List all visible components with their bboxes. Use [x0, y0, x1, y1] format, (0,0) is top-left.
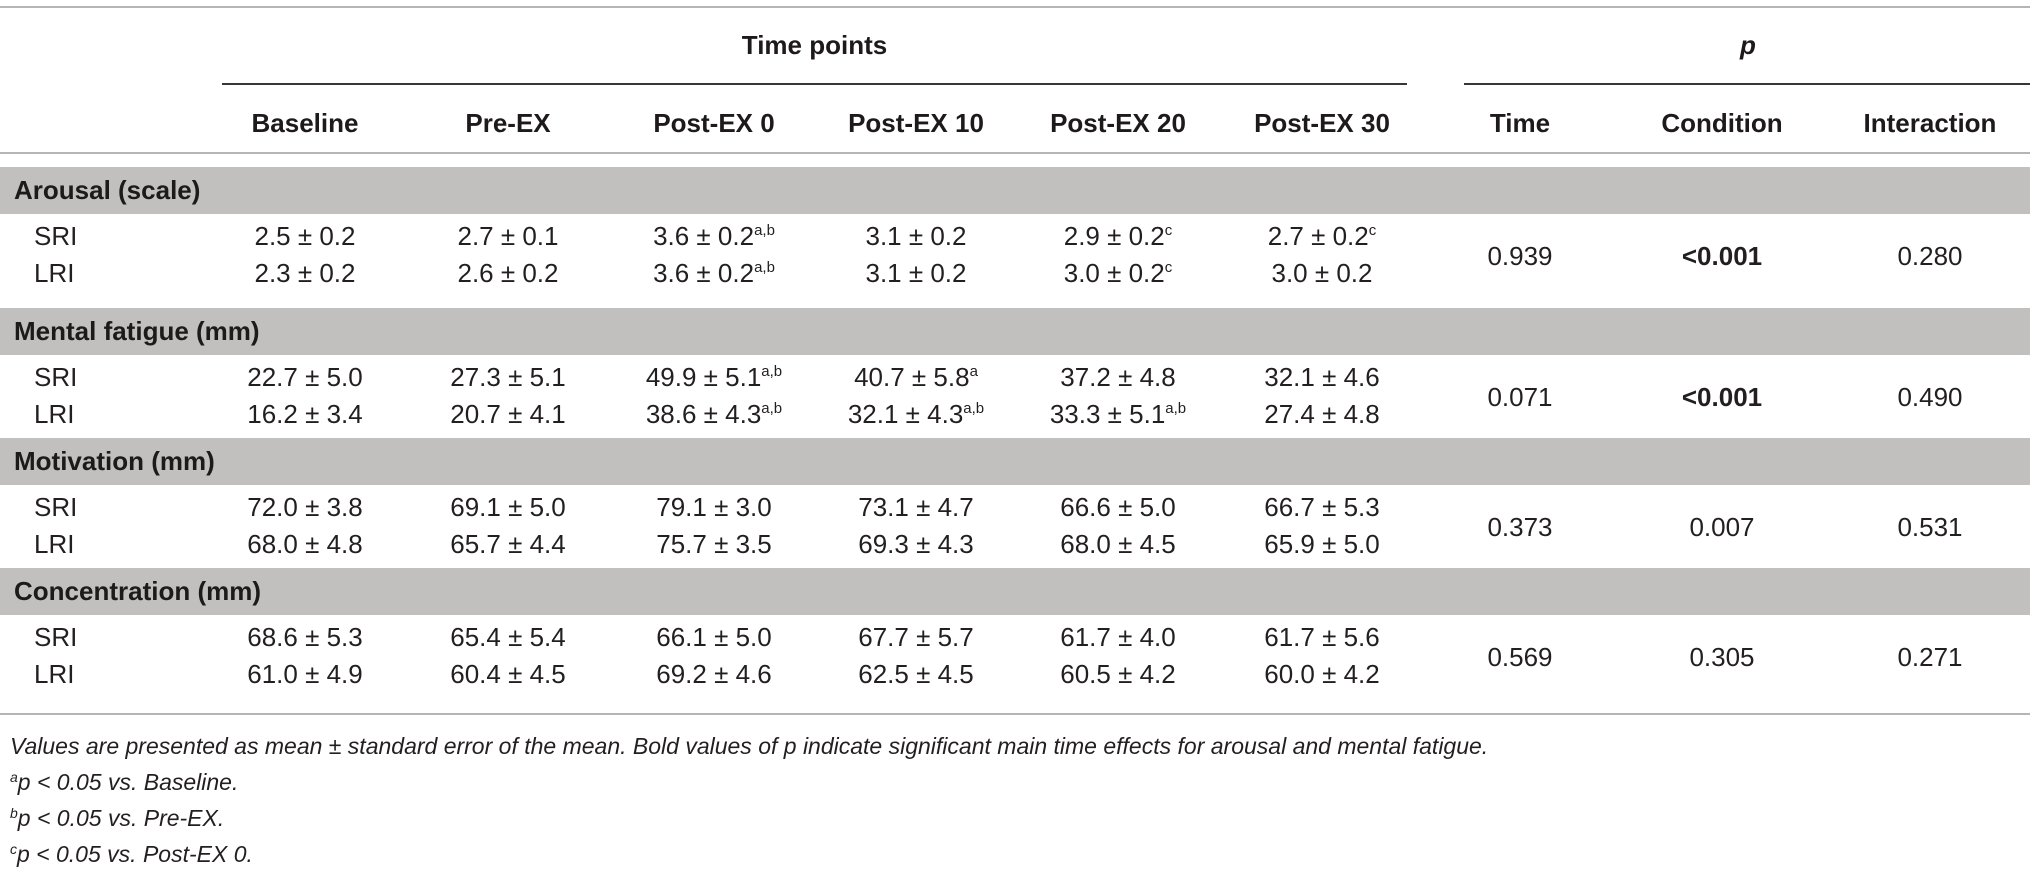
table-cell — [816, 399, 1016, 430]
footnote-c — [10, 841, 253, 868]
header-rule — [0, 152, 2030, 154]
cell-value: 61.7 ± 5.6 — [1264, 622, 1380, 652]
cell-value: 79.1 ± 3.0 — [656, 492, 772, 522]
section-title: Mental fatigue (mm) — [14, 316, 260, 346]
cell-value: 69.3 ± 4.3 — [858, 529, 974, 559]
cell-value: 72.0 ± 3.8 — [247, 492, 363, 522]
table-cell — [1222, 659, 1422, 690]
table-cell — [1018, 362, 1218, 393]
table-cell — [408, 529, 608, 560]
column-header-2: Post-EX 0 — [653, 108, 775, 138]
cell-value: 3.6 ± 0.2 — [653, 221, 755, 251]
row-label: SRI — [34, 492, 78, 522]
table-cell — [408, 221, 608, 252]
cell-value: 33.3 ± 5.1 — [1049, 399, 1166, 429]
table-cell — [1222, 529, 1422, 560]
footnote-a — [10, 769, 238, 796]
table-cell — [408, 399, 608, 430]
table-cell — [1018, 221, 1218, 252]
p-underline — [1464, 83, 2030, 85]
p-value-time: 0.373 — [1487, 512, 1553, 542]
cell-value: 2.9 ± 0.2 — [1063, 221, 1165, 251]
section-title: Concentration (mm) — [14, 576, 261, 606]
p-value-interaction: 0.531 — [1897, 512, 1963, 542]
cell-superscript: a,b — [754, 259, 775, 276]
table-cell — [1018, 622, 1218, 653]
time-points-underline — [222, 83, 1407, 85]
table-cell — [816, 258, 1016, 289]
cell-value: 2.7 ± 0.2 — [1267, 221, 1369, 251]
cell-value: 16.2 ± 3.4 — [247, 399, 363, 429]
cell-value: 3.6 ± 0.2 — [653, 258, 755, 288]
table-cell — [1018, 258, 1218, 289]
section-band — [0, 308, 2030, 355]
table-cell — [408, 362, 608, 393]
cell-superscript: a,b — [1165, 400, 1187, 417]
row-label: LRI — [34, 529, 75, 559]
footnote-c-text: p < 0.05 vs. Post-EX 0. — [17, 841, 253, 867]
cell-superscript: a,b — [963, 400, 985, 417]
table-cell — [408, 258, 608, 289]
table-cell — [1222, 399, 1422, 430]
p-value-condition: <0.001 — [1681, 382, 1763, 412]
table-cell — [205, 529, 405, 560]
cell-value: 66.7 ± 5.3 — [1264, 492, 1380, 522]
cell-superscript: c — [1368, 222, 1377, 239]
cell-value: 61.0 ± 4.9 — [247, 659, 363, 689]
cell-superscript: c — [1164, 222, 1173, 239]
cell-value: 27.4 ± 4.8 — [1264, 399, 1380, 429]
table-cell — [205, 399, 405, 430]
cell-value: 60.4 ± 4.5 — [450, 659, 566, 689]
row-label: SRI — [34, 221, 78, 251]
table-cell — [1018, 399, 1218, 430]
cell-value: 67.7 ± 5.7 — [858, 622, 974, 652]
cell-value: 32.1 ± 4.3 — [847, 399, 964, 429]
cell-superscript: a,b — [761, 400, 783, 417]
table-cell — [1018, 529, 1218, 560]
cell-value: 3.1 ± 0.2 — [865, 221, 967, 251]
table-cell — [1222, 622, 1422, 653]
table-cell — [1222, 258, 1422, 289]
p-value-condition: 0.305 — [1689, 642, 1755, 672]
table-cell — [205, 258, 405, 289]
table-cell — [816, 362, 1016, 393]
bottom-rule — [0, 713, 2030, 715]
cell-value: 38.6 ± 4.3 — [645, 399, 762, 429]
table-cell — [816, 622, 1016, 653]
table-cell — [408, 622, 608, 653]
cell-value: 3.0 ± 0.2 — [1063, 258, 1165, 288]
cell-value: 68.0 ± 4.5 — [1060, 529, 1176, 559]
cell-value: 60.0 ± 4.2 — [1264, 659, 1380, 689]
p-value-condition: 0.007 — [1689, 512, 1755, 542]
p-column-header-1: Condition — [1661, 108, 1783, 138]
section-band — [0, 438, 2030, 485]
footnote-c-mark: c — [10, 841, 17, 857]
table-cell — [614, 529, 814, 560]
row-label: SRI — [34, 362, 78, 392]
table-cell — [614, 221, 814, 252]
table-cell — [614, 362, 814, 393]
p-column-header-2: Interaction — [1863, 108, 1997, 138]
cell-value: 2.5 ± 0.2 — [254, 221, 356, 251]
row-label: LRI — [34, 258, 75, 288]
column-header-4: Post-EX 20 — [1050, 108, 1186, 138]
top-rule — [0, 6, 2030, 8]
table-cell — [614, 399, 814, 430]
cell-value: 20.7 ± 4.1 — [450, 399, 566, 429]
p-value-time: 0.939 — [1487, 241, 1553, 271]
cell-value: 62.5 ± 4.5 — [858, 659, 974, 689]
table-cell — [1222, 362, 1422, 393]
table-cell — [205, 221, 405, 252]
cell-superscript: a — [969, 363, 978, 380]
cell-value: 2.6 ± 0.2 — [457, 258, 559, 288]
table-cell — [816, 221, 1016, 252]
cell-superscript: a,b — [754, 222, 775, 239]
table-cell — [614, 258, 814, 289]
cell-value: 40.7 ± 5.8 — [854, 362, 970, 392]
p-value-interaction: 0.280 — [1897, 241, 1963, 271]
cell-value: 69.2 ± 4.6 — [656, 659, 772, 689]
row-label: LRI — [34, 399, 75, 429]
row-label: SRI — [34, 622, 78, 652]
footnote-a-mark: a — [10, 769, 18, 785]
cell-value: 66.1 ± 5.0 — [656, 622, 772, 652]
footnote-main: Values are presented as mean ± standard error of the mean. Bold values of p indicate significant main time effects for arousal and mental fatigue. — [10, 733, 1489, 759]
table-cell — [205, 362, 405, 393]
cell-value: 22.7 ± 5.0 — [247, 362, 363, 392]
cell-value: 73.1 ± 4.7 — [858, 492, 974, 522]
table-cell — [614, 492, 814, 523]
footnote-b-text: p < 0.05 vs. Pre-EX. — [17, 805, 225, 831]
cell-value: 32.1 ± 4.6 — [1264, 362, 1380, 392]
cell-value: 68.0 ± 4.8 — [247, 529, 363, 559]
cell-superscript: c — [1164, 259, 1173, 276]
table-cell — [1018, 492, 1218, 523]
p-value-interaction: 0.271 — [1897, 642, 1963, 672]
cell-superscript: a,b — [761, 363, 783, 380]
table-cell — [1018, 659, 1218, 690]
table-cell — [614, 659, 814, 690]
column-header-5: Post-EX 30 — [1254, 108, 1390, 138]
cell-value: 60.5 ± 4.2 — [1060, 659, 1176, 689]
cell-value: 27.3 ± 5.1 — [450, 362, 566, 392]
cell-value: 68.6 ± 5.3 — [247, 622, 363, 652]
cell-value: 37.2 ± 4.8 — [1060, 362, 1176, 392]
table-cell — [205, 622, 405, 653]
cell-value: 65.4 ± 5.4 — [450, 622, 566, 652]
section-title: Motivation (mm) — [14, 446, 215, 476]
table-cell — [205, 492, 405, 523]
footnote-b-mark: b — [10, 805, 18, 821]
table-cell — [816, 659, 1016, 690]
cell-value: 61.7 ± 4.0 — [1060, 622, 1176, 652]
group-header-time-points: Time points — [741, 30, 888, 60]
cell-value: 49.9 ± 5.1 — [645, 362, 762, 392]
table-cell — [1222, 492, 1422, 523]
p-value-time: 0.569 — [1487, 642, 1553, 672]
table-cell — [205, 659, 405, 690]
cell-value: 75.7 ± 3.5 — [656, 529, 772, 559]
cell-value: 69.1 ± 5.0 — [450, 492, 566, 522]
table-cell — [408, 659, 608, 690]
footnote-b — [10, 805, 224, 832]
cell-value: 65.7 ± 4.4 — [450, 529, 566, 559]
cell-value: 2.7 ± 0.1 — [457, 221, 559, 251]
p-value-interaction: 0.490 — [1897, 382, 1963, 412]
column-header-1: Pre-EX — [465, 108, 551, 138]
table-cell — [614, 622, 814, 653]
cell-value: 3.1 ± 0.2 — [865, 258, 967, 288]
column-header-3: Post-EX 10 — [848, 108, 984, 138]
p-column-header-0: Time — [1489, 108, 1551, 138]
cell-value: 3.0 ± 0.2 — [1271, 258, 1373, 288]
group-header-p: p — [1740, 30, 1756, 60]
table-cell — [408, 492, 608, 523]
p-value-condition: <0.001 — [1681, 241, 1763, 271]
table-cell — [1222, 221, 1422, 252]
section-band — [0, 167, 2030, 214]
cell-value: 2.3 ± 0.2 — [254, 258, 356, 288]
cell-value: 66.6 ± 5.0 — [1060, 492, 1176, 522]
section-band — [0, 568, 2030, 615]
row-label: LRI — [34, 659, 75, 689]
footnote-a-text: p < 0.05 vs. Baseline. — [17, 769, 239, 795]
column-header-0: Baseline — [251, 108, 359, 138]
p-value-time: 0.071 — [1487, 382, 1553, 412]
table-cell — [816, 529, 1016, 560]
section-title: Arousal (scale) — [14, 175, 201, 205]
table-cell — [816, 492, 1016, 523]
cell-value: 65.9 ± 5.0 — [1264, 529, 1380, 559]
